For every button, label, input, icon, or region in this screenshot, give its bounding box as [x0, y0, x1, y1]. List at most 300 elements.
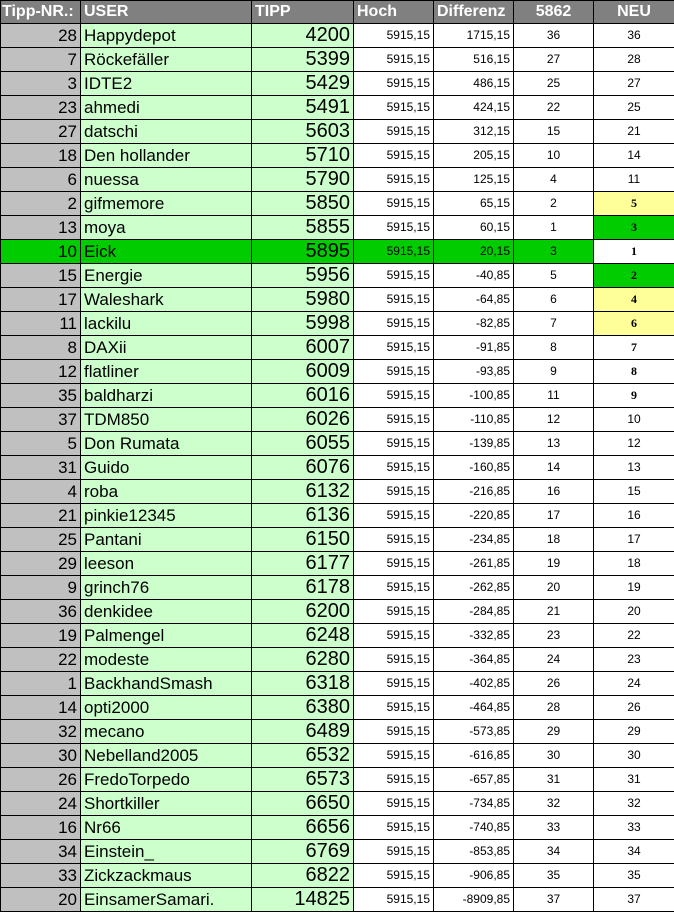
- rank-5862-cell: 5: [514, 264, 594, 288]
- rank-neu-cell: 11: [594, 168, 674, 192]
- tipp-cell: 5855: [252, 216, 354, 240]
- hoch-cell: 5915,15: [354, 600, 434, 624]
- rank-neu-cell: 7: [594, 336, 674, 360]
- table-row: [1, 744, 674, 768]
- rank-neu-cell: 3: [594, 216, 674, 240]
- table-row: [1, 144, 674, 168]
- rank-5862-cell: 9: [514, 360, 594, 384]
- rank-neu-cell: 17: [594, 528, 674, 552]
- table-row: [1, 336, 674, 360]
- table-row: [1, 288, 674, 312]
- differenz-cell: -64,85: [434, 288, 514, 312]
- rank-neu-cell: 29: [594, 720, 674, 744]
- table-row: [1, 840, 674, 864]
- differenz-cell: 125,15: [434, 168, 514, 192]
- hoch-cell: 5915,15: [354, 696, 434, 720]
- rank-neu-cell: 5: [594, 192, 674, 216]
- user-cell: Den hollander: [81, 144, 252, 168]
- tipp-nr-cell: 11: [1, 312, 81, 336]
- table-body: [1, 1, 674, 912]
- rank-neu-cell: 6: [594, 312, 674, 336]
- tipp-nr-cell: 29: [1, 552, 81, 576]
- rank-5862-cell: 27: [514, 48, 594, 72]
- rank-neu-cell: 22: [594, 624, 674, 648]
- tipp-nr-cell: 21: [1, 504, 81, 528]
- user-cell: Einstein_: [81, 840, 252, 864]
- rank-neu-cell: 21: [594, 120, 674, 144]
- differenz-cell: -82,85: [434, 312, 514, 336]
- rank-neu-cell: 25: [594, 96, 674, 120]
- tipp-cell: 6055: [252, 432, 354, 456]
- rank-5862-cell: 37: [514, 888, 594, 912]
- rank-neu-cell: 8: [594, 360, 674, 384]
- hoch-cell: 5915,15: [354, 720, 434, 744]
- tipp-nr-cell: 35: [1, 384, 81, 408]
- user-cell: nuessa: [81, 168, 252, 192]
- rank-5862-cell: 29: [514, 720, 594, 744]
- tipp-cell: 6318: [252, 672, 354, 696]
- user-cell: Nr66: [81, 816, 252, 840]
- hoch-cell: 5915,15: [354, 816, 434, 840]
- hoch-cell: 5915,15: [354, 744, 434, 768]
- user-cell: pinkie12345: [81, 504, 252, 528]
- user-cell: Shortkiller: [81, 792, 252, 816]
- table-row: [1, 864, 674, 888]
- rank-neu-cell: 12: [594, 432, 674, 456]
- tipp-cell: 6076: [252, 456, 354, 480]
- rank-5862-cell: 7: [514, 312, 594, 336]
- tipp-cell: 14825: [252, 888, 354, 912]
- table-row: [1, 456, 674, 480]
- tipp-nr-cell: 28: [1, 24, 81, 48]
- differenz-cell: -91,85: [434, 336, 514, 360]
- rank-5862-cell: 19: [514, 552, 594, 576]
- tipp-cell: 5790: [252, 168, 354, 192]
- differenz-cell: -332,85: [434, 624, 514, 648]
- tipp-nr-cell: 33: [1, 864, 81, 888]
- user-cell: Guido: [81, 456, 252, 480]
- table-row: [1, 312, 674, 336]
- differenz-cell: 205,15: [434, 144, 514, 168]
- user-cell: Palmengel: [81, 624, 252, 648]
- tipp-nr-cell: 19: [1, 624, 81, 648]
- rank-5862-cell: 3: [514, 240, 594, 264]
- tipp-nr-cell: 22: [1, 648, 81, 672]
- differenz-cell: 312,15: [434, 120, 514, 144]
- rank-neu-cell: 1: [594, 240, 674, 264]
- table-row: [1, 384, 674, 408]
- tipp-nr-cell: 24: [1, 792, 81, 816]
- tipp-nr-cell: 16: [1, 816, 81, 840]
- user-cell: flatliner: [81, 360, 252, 384]
- rank-neu-cell: 35: [594, 864, 674, 888]
- rank-neu-cell: 15: [594, 480, 674, 504]
- rank-5862-cell: 22: [514, 96, 594, 120]
- user-cell: Waleshark: [81, 288, 252, 312]
- hoch-cell: 5915,15: [354, 336, 434, 360]
- table-row: [1, 216, 674, 240]
- user-cell: FredoTorpedo: [81, 768, 252, 792]
- table-row: [1, 264, 674, 288]
- header-row: [1, 1, 674, 24]
- hoch-cell: 5915,15: [354, 888, 434, 912]
- tipp-nr-cell: 34: [1, 840, 81, 864]
- table-row: [1, 624, 674, 648]
- table-row: [1, 696, 674, 720]
- differenz-cell: -93,85: [434, 360, 514, 384]
- rank-5862-cell: 16: [514, 480, 594, 504]
- differenz-cell: -573,85: [434, 720, 514, 744]
- tipp-cell: 6280: [252, 648, 354, 672]
- differenz-cell: -740,85: [434, 816, 514, 840]
- hoch-cell: 5915,15: [354, 840, 434, 864]
- hoch-cell: 5915,15: [354, 264, 434, 288]
- table-row: [1, 648, 674, 672]
- tipp-nr-cell: 36: [1, 600, 81, 624]
- hoch-cell: 5915,15: [354, 792, 434, 816]
- tipp-nr-cell: 2: [1, 192, 81, 216]
- table-row: [1, 528, 674, 552]
- tipp-nr-cell: 15: [1, 264, 81, 288]
- tipp-cell: 5956: [252, 264, 354, 288]
- hoch-cell: 5915,15: [354, 624, 434, 648]
- rank-5862-cell: 33: [514, 816, 594, 840]
- rank-neu-cell: 30: [594, 744, 674, 768]
- tipp-nr-cell: 13: [1, 216, 81, 240]
- rank-neu-cell: 4: [594, 288, 674, 312]
- rank-neu-cell: 9: [594, 384, 674, 408]
- hoch-cell: 5915,15: [354, 216, 434, 240]
- rank-5862-cell: 12: [514, 408, 594, 432]
- tipp-cell: 6009: [252, 360, 354, 384]
- tipp-nr-cell: 30: [1, 744, 81, 768]
- hoch-cell: 5915,15: [354, 48, 434, 72]
- differenz-cell: -402,85: [434, 672, 514, 696]
- hoch-cell: 5915,15: [354, 288, 434, 312]
- hoch-cell: 5915,15: [354, 768, 434, 792]
- table-row: [1, 360, 674, 384]
- tipp-nr-cell: 10: [1, 240, 81, 264]
- table-row: [1, 168, 674, 192]
- table-row: [1, 552, 674, 576]
- tipp-nr-cell: 32: [1, 720, 81, 744]
- tipp-nr-cell: 20: [1, 888, 81, 912]
- tipp-nr-cell: 18: [1, 144, 81, 168]
- rank-neu-cell: 19: [594, 576, 674, 600]
- tipp-nr-cell: 3: [1, 72, 81, 96]
- user-cell: EinsamerSamari.: [81, 888, 252, 912]
- user-cell: Nebelland2005: [81, 744, 252, 768]
- user-cell: datschi: [81, 120, 252, 144]
- differenz-cell: -110,85: [434, 408, 514, 432]
- table-row: [1, 792, 674, 816]
- differenz-cell: -616,85: [434, 744, 514, 768]
- rank-5862-cell: 28: [514, 696, 594, 720]
- hoch-cell: 5915,15: [354, 120, 434, 144]
- header-tipp-nr: Tipp-NR.:: [1, 1, 81, 24]
- rank-5862-cell: 21: [514, 600, 594, 624]
- tipp-nr-cell: 31: [1, 456, 81, 480]
- tipp-nr-cell: 37: [1, 408, 81, 432]
- rank-5862-cell: 14: [514, 456, 594, 480]
- rank-neu-cell: 23: [594, 648, 674, 672]
- tipp-nr-cell: 26: [1, 768, 81, 792]
- user-cell: Happydepot: [81, 24, 252, 48]
- user-cell: modeste: [81, 648, 252, 672]
- rank-neu-cell: 14: [594, 144, 674, 168]
- tipp-cell: 6489: [252, 720, 354, 744]
- rank-neu-cell: 36: [594, 24, 674, 48]
- table-row: [1, 888, 674, 912]
- hoch-cell: 5915,15: [354, 96, 434, 120]
- table-row: [1, 48, 674, 72]
- rank-neu-cell: 24: [594, 672, 674, 696]
- table-row: [1, 672, 674, 696]
- tipp-cell: 6177: [252, 552, 354, 576]
- tipp-nr-cell: 4: [1, 480, 81, 504]
- hoch-cell: 5915,15: [354, 360, 434, 384]
- tipp-cell: 5980: [252, 288, 354, 312]
- rank-neu-cell: 33: [594, 816, 674, 840]
- tipp-cell: 5491: [252, 96, 354, 120]
- tipp-cell: 6007: [252, 336, 354, 360]
- rank-neu-cell: 26: [594, 696, 674, 720]
- tipp-cell: 6026: [252, 408, 354, 432]
- header-tipp: TIPP: [252, 1, 354, 24]
- user-cell: gifmemore: [81, 192, 252, 216]
- user-cell: mecano: [81, 720, 252, 744]
- rank-5862-cell: 15: [514, 120, 594, 144]
- hoch-cell: 5915,15: [354, 192, 434, 216]
- rank-neu-cell: 10: [594, 408, 674, 432]
- table-row: [1, 432, 674, 456]
- user-cell: lackilu: [81, 312, 252, 336]
- tipp-nr-cell: 23: [1, 96, 81, 120]
- tipp-cell: 6016: [252, 384, 354, 408]
- differenz-cell: -100,85: [434, 384, 514, 408]
- header-neu: NEU: [594, 1, 674, 24]
- hoch-cell: 5915,15: [354, 504, 434, 528]
- rank-5862-cell: 26: [514, 672, 594, 696]
- hoch-cell: 5915,15: [354, 672, 434, 696]
- rank-neu-cell: 20: [594, 600, 674, 624]
- tipp-cell: 6178: [252, 576, 354, 600]
- user-cell: leeson: [81, 552, 252, 576]
- table-row: [1, 720, 674, 744]
- user-cell: opti2000: [81, 696, 252, 720]
- table-row: [1, 480, 674, 504]
- tipp-cell: 6200: [252, 600, 354, 624]
- differenz-cell: 60,15: [434, 216, 514, 240]
- differenz-cell: -234,85: [434, 528, 514, 552]
- user-cell: Energie: [81, 264, 252, 288]
- tipp-nr-cell: 14: [1, 696, 81, 720]
- table-row: [1, 600, 674, 624]
- rank-5862-cell: 18: [514, 528, 594, 552]
- rank-5862-cell: 36: [514, 24, 594, 48]
- user-cell: denkidee: [81, 600, 252, 624]
- differenz-cell: -261,85: [434, 552, 514, 576]
- rank-5862-cell: 25: [514, 72, 594, 96]
- differenz-cell: -220,85: [434, 504, 514, 528]
- tipp-cell: 5998: [252, 312, 354, 336]
- tipp-nr-cell: 1: [1, 672, 81, 696]
- user-cell: BackhandSmash: [81, 672, 252, 696]
- hoch-cell: 5915,15: [354, 408, 434, 432]
- differenz-cell: -216,85: [434, 480, 514, 504]
- rank-neu-cell: 34: [594, 840, 674, 864]
- table-row: [1, 576, 674, 600]
- user-cell: Röckefäller: [81, 48, 252, 72]
- user-cell: baldharzi: [81, 384, 252, 408]
- differenz-cell: -853,85: [434, 840, 514, 864]
- tipp-cell: 6822: [252, 864, 354, 888]
- tipp-nr-cell: 17: [1, 288, 81, 312]
- rank-5862-cell: 11: [514, 384, 594, 408]
- tipp-cell: 6136: [252, 504, 354, 528]
- table-row: [1, 192, 674, 216]
- hoch-cell: 5915,15: [354, 432, 434, 456]
- tipp-nr-cell: 6: [1, 168, 81, 192]
- differenz-cell: 424,15: [434, 96, 514, 120]
- table-row: [1, 768, 674, 792]
- rank-5862-cell: 34: [514, 840, 594, 864]
- differenz-cell: 486,15: [434, 72, 514, 96]
- rank-neu-cell: 18: [594, 552, 674, 576]
- tipp-cell: 5895: [252, 240, 354, 264]
- differenz-cell: -906,85: [434, 864, 514, 888]
- table-row: [1, 24, 674, 48]
- hoch-cell: 5915,15: [354, 312, 434, 336]
- rank-5862-cell: 2: [514, 192, 594, 216]
- tipp-cell: 5429: [252, 72, 354, 96]
- table-row: [1, 816, 674, 840]
- rank-5862-cell: 17: [514, 504, 594, 528]
- tipp-cell: 6769: [252, 840, 354, 864]
- user-cell: moya: [81, 216, 252, 240]
- user-cell: TDM850: [81, 408, 252, 432]
- hoch-cell: 5915,15: [354, 72, 434, 96]
- rank-5862-cell: 23: [514, 624, 594, 648]
- tipp-nr-cell: 5: [1, 432, 81, 456]
- header-user: USER: [81, 1, 252, 24]
- differenz-cell: -284,85: [434, 600, 514, 624]
- hoch-cell: 5915,15: [354, 168, 434, 192]
- tipp-nr-cell: 12: [1, 360, 81, 384]
- header-hoch: Hoch: [354, 1, 434, 24]
- hoch-cell: 5915,15: [354, 552, 434, 576]
- tipp-nr-cell: 25: [1, 528, 81, 552]
- rank-5862-cell: 1: [514, 216, 594, 240]
- tipp-cell: 6248: [252, 624, 354, 648]
- rank-5862-cell: 32: [514, 792, 594, 816]
- rank-5862-cell: 10: [514, 144, 594, 168]
- hoch-cell: 5915,15: [354, 480, 434, 504]
- differenz-cell: -139,85: [434, 432, 514, 456]
- differenz-cell: 1715,15: [434, 24, 514, 48]
- hoch-cell: 5915,15: [354, 24, 434, 48]
- user-cell: Pantani: [81, 528, 252, 552]
- hoch-cell: 5915,15: [354, 576, 434, 600]
- table-row: [1, 504, 674, 528]
- rank-neu-cell: 37: [594, 888, 674, 912]
- table-row: [1, 96, 674, 120]
- tipp-cell: 5710: [252, 144, 354, 168]
- rank-5862-cell: 8: [514, 336, 594, 360]
- hoch-cell: 5915,15: [354, 648, 434, 672]
- table-row: [1, 120, 674, 144]
- hoch-cell: 5915,15: [354, 864, 434, 888]
- rank-neu-cell: 2: [594, 264, 674, 288]
- differenz-cell: -364,85: [434, 648, 514, 672]
- rank-neu-cell: 32: [594, 792, 674, 816]
- user-cell: roba: [81, 480, 252, 504]
- rank-neu-cell: 16: [594, 504, 674, 528]
- differenz-cell: -160,85: [434, 456, 514, 480]
- tipp-cell: 6656: [252, 816, 354, 840]
- tipp-cell: 4200: [252, 24, 354, 48]
- table-row: [1, 72, 674, 96]
- tipp-cell: 6573: [252, 768, 354, 792]
- hoch-cell: 5915,15: [354, 384, 434, 408]
- tipp-cell: 5850: [252, 192, 354, 216]
- user-cell: ahmedi: [81, 96, 252, 120]
- tipp-cell: 6380: [252, 696, 354, 720]
- differenz-cell: -464,85: [434, 696, 514, 720]
- tipp-cell: 5399: [252, 48, 354, 72]
- rank-5862-cell: 35: [514, 864, 594, 888]
- tipp-cell: 5603: [252, 120, 354, 144]
- tipp-nr-cell: 27: [1, 120, 81, 144]
- rank-5862-cell: 20: [514, 576, 594, 600]
- hoch-cell: 5915,15: [354, 240, 434, 264]
- user-cell: Don Rumata: [81, 432, 252, 456]
- differenz-cell: -40,85: [434, 264, 514, 288]
- differenz-cell: -734,85: [434, 792, 514, 816]
- differenz-cell: -262,85: [434, 576, 514, 600]
- tipp-nr-cell: 8: [1, 336, 81, 360]
- rank-neu-cell: 27: [594, 72, 674, 96]
- user-cell: Eick: [81, 240, 252, 264]
- header-5862: 5862: [514, 1, 594, 24]
- differenz-cell: 20,15: [434, 240, 514, 264]
- rank-5862-cell: 4: [514, 168, 594, 192]
- differenz-cell: -657,85: [434, 768, 514, 792]
- tipp-cell: 6132: [252, 480, 354, 504]
- differenz-cell: 65,15: [434, 192, 514, 216]
- differenz-cell: 516,15: [434, 48, 514, 72]
- table-row: [1, 240, 674, 264]
- hoch-cell: 5915,15: [354, 456, 434, 480]
- user-cell: DAXii: [81, 336, 252, 360]
- rank-5862-cell: 13: [514, 432, 594, 456]
- user-cell: IDTE2: [81, 72, 252, 96]
- rank-neu-cell: 13: [594, 456, 674, 480]
- user-cell: Zickzackmaus: [81, 864, 252, 888]
- tipp-nr-cell: 9: [1, 576, 81, 600]
- rank-neu-cell: 28: [594, 48, 674, 72]
- hoch-cell: 5915,15: [354, 144, 434, 168]
- hoch-cell: 5915,15: [354, 528, 434, 552]
- tipp-cell: 6150: [252, 528, 354, 552]
- tipp-cell: 6532: [252, 744, 354, 768]
- rank-5862-cell: 24: [514, 648, 594, 672]
- rank-neu-cell: 31: [594, 768, 674, 792]
- user-cell: grinch76: [81, 576, 252, 600]
- rank-5862-cell: 31: [514, 768, 594, 792]
- differenz-cell: -8909,85: [434, 888, 514, 912]
- rank-5862-cell: 6: [514, 288, 594, 312]
